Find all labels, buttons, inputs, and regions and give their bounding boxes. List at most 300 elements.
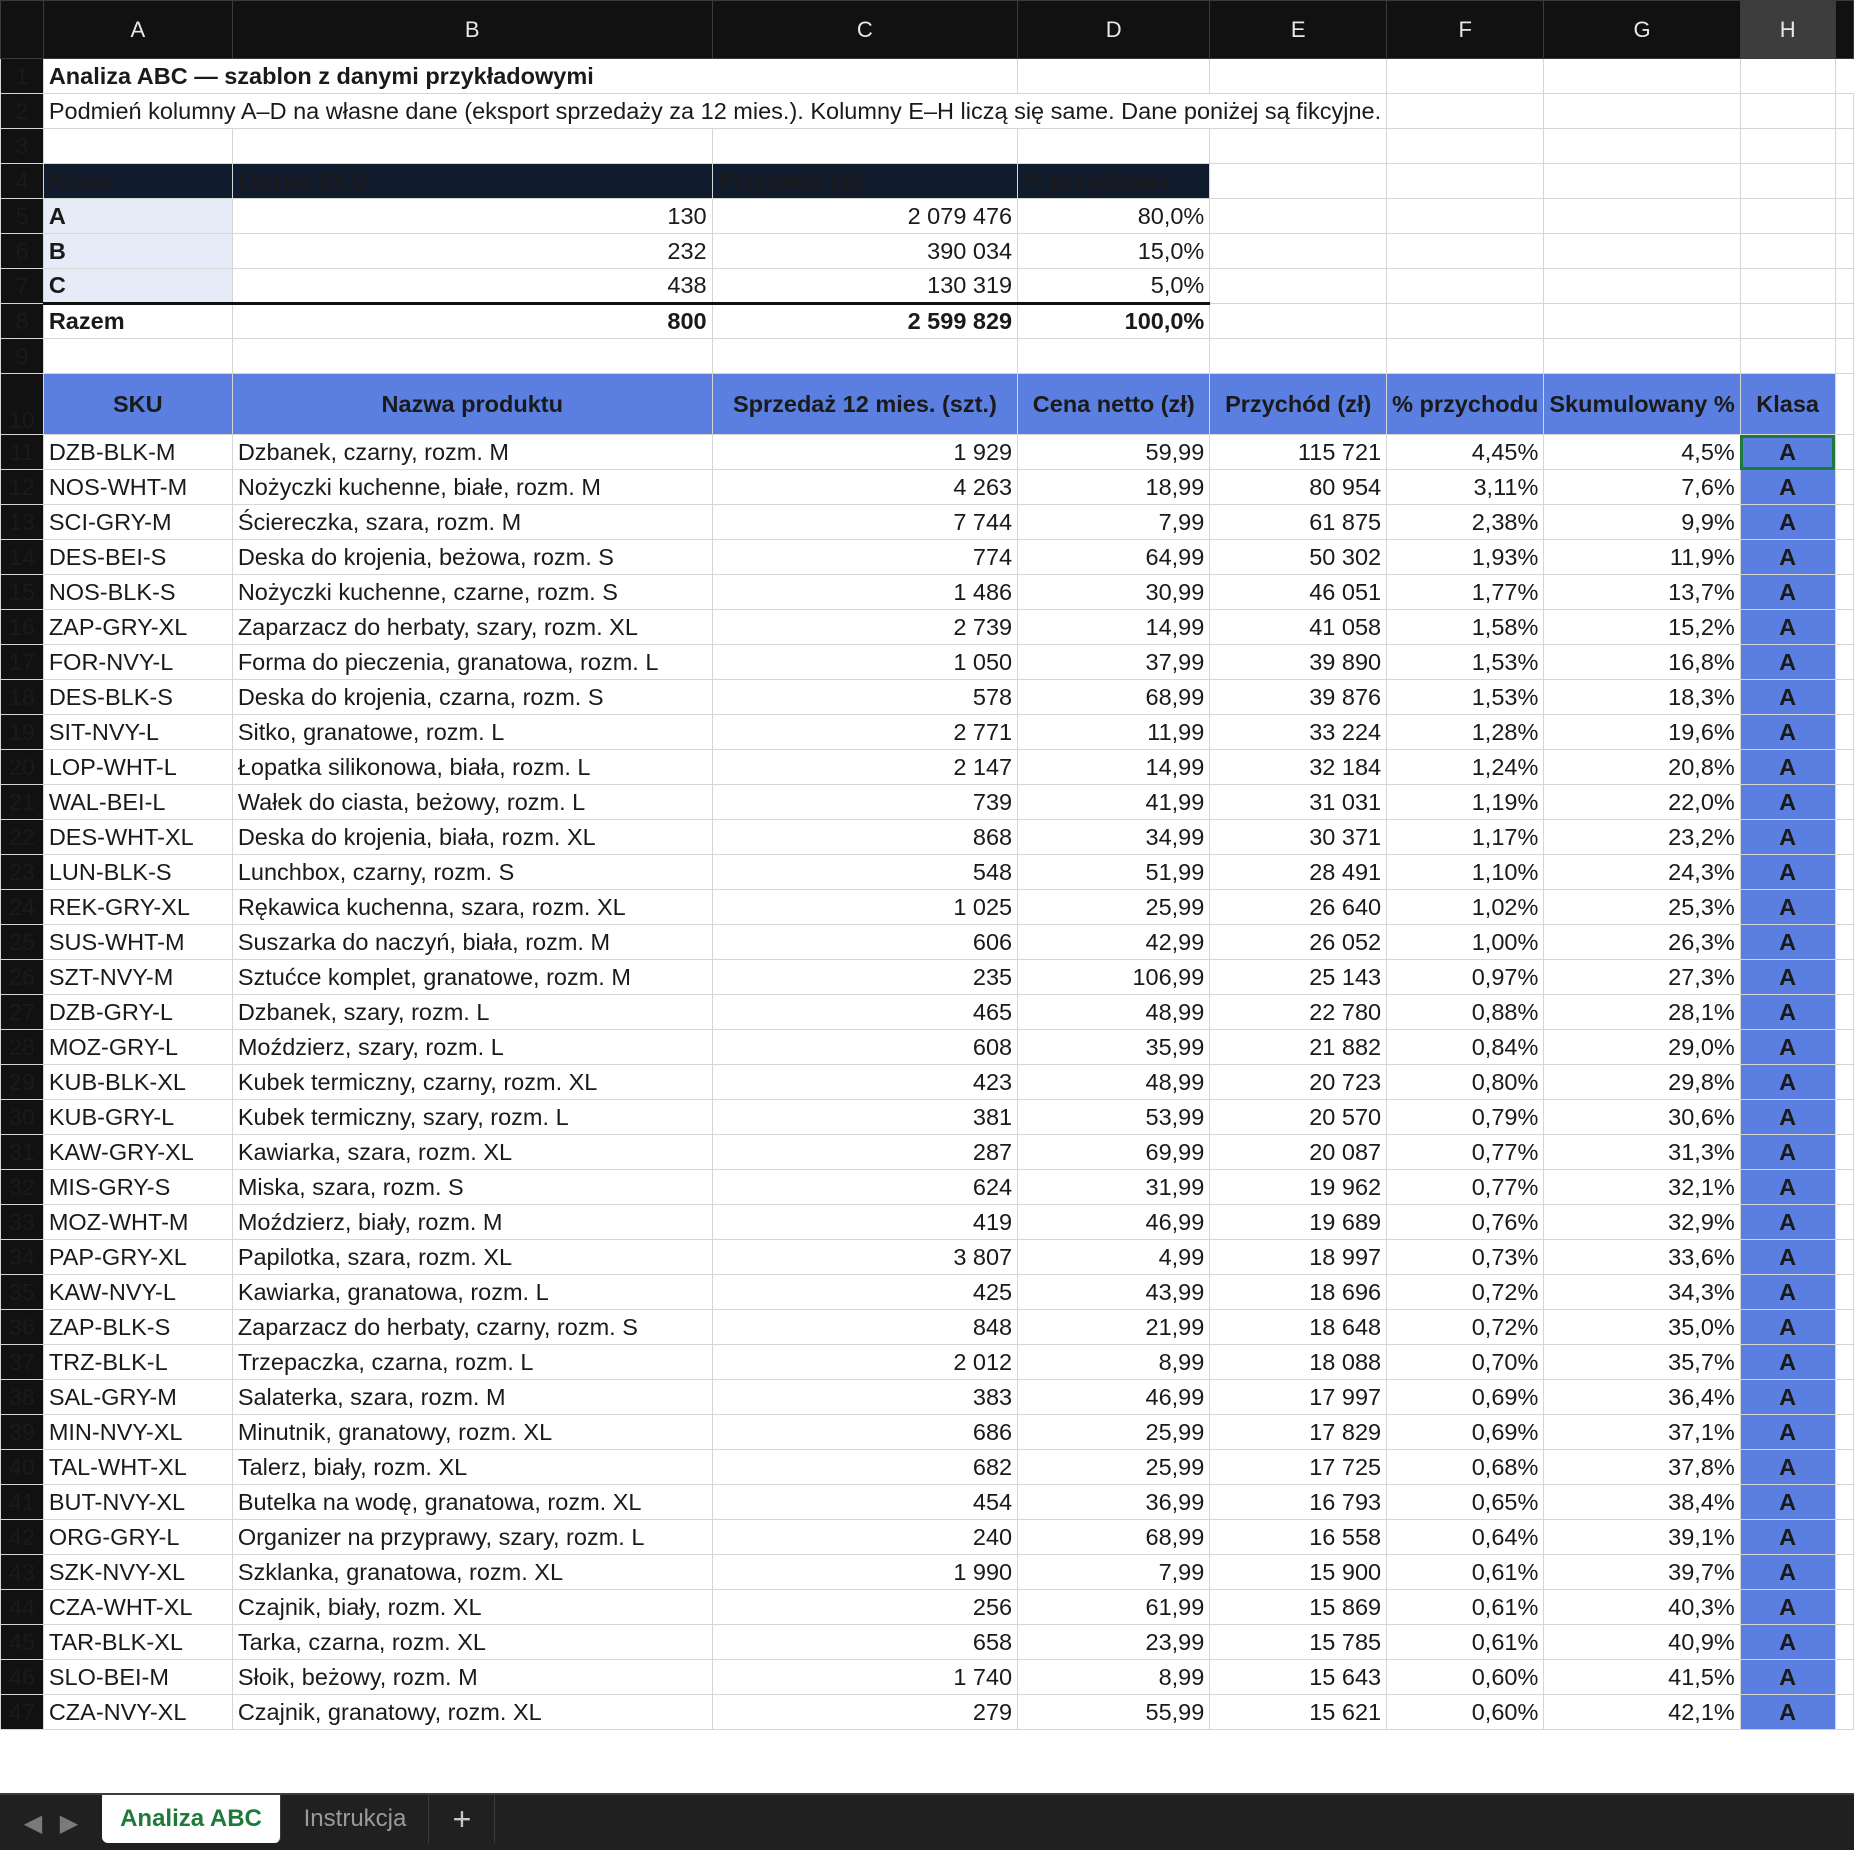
table-cell[interactable]: 36,99 xyxy=(1018,1485,1210,1520)
table-cell[interactable]: 23,2% xyxy=(1544,820,1740,855)
table-cell[interactable]: 39 890 xyxy=(1210,645,1387,680)
empty-cell[interactable] xyxy=(1835,785,1854,820)
class-cell[interactable]: A xyxy=(1740,1345,1835,1380)
table-cell[interactable]: 1,28% xyxy=(1387,715,1544,750)
table-cell[interactable]: Suszarka do naczyń, biała, rozm. M xyxy=(232,925,712,960)
table-cell[interactable]: 30,99 xyxy=(1018,575,1210,610)
table-cell[interactable]: 39,1% xyxy=(1544,1520,1740,1555)
table-cell[interactable]: 0,72% xyxy=(1387,1275,1544,1310)
class-cell[interactable]: A xyxy=(1740,1030,1835,1065)
class-cell[interactable]: A xyxy=(1740,1590,1835,1625)
table-cell[interactable]: 22 780 xyxy=(1210,995,1387,1030)
row-header[interactable]: 10 xyxy=(1,374,44,435)
table-cell[interactable]: 41 058 xyxy=(1210,610,1387,645)
class-cell[interactable]: A xyxy=(1740,1555,1835,1590)
table-cell[interactable]: WAL-BEI-L xyxy=(43,785,232,820)
table-cell[interactable]: 624 xyxy=(712,1170,1018,1205)
table-cell[interactable]: 21,99 xyxy=(1018,1310,1210,1345)
table-cell[interactable]: 50 302 xyxy=(1210,540,1387,575)
empty-cell[interactable] xyxy=(1835,680,1854,715)
row-header[interactable]: 21 xyxy=(1,785,44,820)
table-cell[interactable]: 46 051 xyxy=(1210,575,1387,610)
empty-cell[interactable] xyxy=(1835,1135,1854,1170)
table-cell[interactable]: 18,99 xyxy=(1018,470,1210,505)
table-cell[interactable]: 17 997 xyxy=(1210,1380,1387,1415)
table-cell[interactable]: 25,99 xyxy=(1018,1415,1210,1450)
column-header-h[interactable]: H xyxy=(1740,1,1835,59)
table-cell[interactable]: 18 648 xyxy=(1210,1310,1387,1345)
table-cell[interactable]: 19 689 xyxy=(1210,1205,1387,1240)
table-cell[interactable]: DZB-GRY-L xyxy=(43,995,232,1030)
table-cell[interactable]: 37,99 xyxy=(1018,645,1210,680)
empty-cell[interactable] xyxy=(1835,1345,1854,1380)
table-header-cell[interactable]: Klasa xyxy=(1740,374,1835,435)
table-cell[interactable]: 29,8% xyxy=(1544,1065,1740,1100)
table-cell[interactable]: MIS-GRY-S xyxy=(43,1170,232,1205)
column-header-c[interactable]: C xyxy=(712,1,1018,59)
row-header[interactable]: 4 xyxy=(1,164,44,199)
table-cell[interactable]: 0,61% xyxy=(1387,1555,1544,1590)
empty-cell[interactable] xyxy=(1210,234,1387,269)
table-cell[interactable]: 0,76% xyxy=(1387,1205,1544,1240)
summary-total-cell[interactable]: 100,0% xyxy=(1018,304,1210,339)
class-cell[interactable]: A xyxy=(1740,1310,1835,1345)
table-cell[interactable]: 0,61% xyxy=(1387,1590,1544,1625)
row-header[interactable]: 31 xyxy=(1,1135,44,1170)
empty-cell[interactable] xyxy=(1835,645,1854,680)
table-header-cell[interactable]: SKU xyxy=(43,374,232,435)
summary-cell[interactable]: A xyxy=(43,199,232,234)
empty-cell[interactable] xyxy=(43,129,232,164)
table-cell[interactable]: 25,99 xyxy=(1018,890,1210,925)
table-header-cell[interactable]: Przychód (zł) xyxy=(1210,374,1387,435)
empty-cell[interactable] xyxy=(1835,1065,1854,1100)
table-cell[interactable]: 1 025 xyxy=(712,890,1018,925)
empty-cell[interactable] xyxy=(1740,234,1835,269)
row-header[interactable]: 39 xyxy=(1,1415,44,1450)
table-cell[interactable]: Moździerz, szary, rozm. L xyxy=(232,1030,712,1065)
row-header[interactable]: 3 xyxy=(1,129,44,164)
table-cell[interactable]: 31,99 xyxy=(1018,1170,1210,1205)
table-cell[interactable]: 1 486 xyxy=(712,575,1018,610)
class-cell[interactable]: A xyxy=(1740,1415,1835,1450)
class-cell[interactable]: A xyxy=(1740,1275,1835,1310)
table-cell[interactable]: 20 723 xyxy=(1210,1065,1387,1100)
table-cell[interactable]: 42,99 xyxy=(1018,925,1210,960)
table-cell[interactable]: 739 xyxy=(712,785,1018,820)
table-cell[interactable]: 25 143 xyxy=(1210,960,1387,995)
table-cell[interactable]: Sitko, granatowe, rozm. L xyxy=(232,715,712,750)
empty-cell[interactable] xyxy=(1835,1240,1854,1275)
table-cell[interactable]: Kawiarka, granatowa, rozm. L xyxy=(232,1275,712,1310)
row-header[interactable]: 40 xyxy=(1,1450,44,1485)
class-cell[interactable]: A xyxy=(1740,1065,1835,1100)
table-cell[interactable]: 46,99 xyxy=(1018,1205,1210,1240)
table-cell[interactable]: 15 621 xyxy=(1210,1695,1387,1730)
table-cell[interactable]: 287 xyxy=(712,1135,1018,1170)
row-header[interactable]: 2 xyxy=(1,94,44,129)
empty-cell[interactable] xyxy=(1544,94,1740,129)
table-cell[interactable]: 33 224 xyxy=(1210,715,1387,750)
table-cell[interactable]: 29,0% xyxy=(1544,1030,1740,1065)
class-cell[interactable]: A xyxy=(1740,715,1835,750)
table-header-cell[interactable]: % przychodu xyxy=(1387,374,1544,435)
table-cell[interactable]: 18 997 xyxy=(1210,1240,1387,1275)
table-cell[interactable]: KUB-GRY-L xyxy=(43,1100,232,1135)
summary-cell[interactable]: 130 319 xyxy=(712,269,1018,304)
table-cell[interactable]: 465 xyxy=(712,995,1018,1030)
empty-cell[interactable] xyxy=(1835,890,1854,925)
table-cell[interactable]: 279 xyxy=(712,1695,1018,1730)
summary-header-cell[interactable]: % przychodu xyxy=(1018,164,1210,199)
table-cell[interactable]: 9,9% xyxy=(1544,505,1740,540)
table-cell[interactable]: 46,99 xyxy=(1018,1380,1210,1415)
class-cell[interactable]: A xyxy=(1740,855,1835,890)
table-cell[interactable]: 0,60% xyxy=(1387,1695,1544,1730)
table-cell[interactable]: 18,3% xyxy=(1544,680,1740,715)
row-header[interactable]: 36 xyxy=(1,1310,44,1345)
table-cell[interactable]: 7 744 xyxy=(712,505,1018,540)
empty-cell[interactable] xyxy=(1544,304,1740,339)
column-header-b[interactable]: B xyxy=(232,1,712,59)
table-cell[interactable]: 8,99 xyxy=(1018,1345,1210,1380)
class-cell[interactable]: A xyxy=(1740,540,1835,575)
table-cell[interactable]: 1,02% xyxy=(1387,890,1544,925)
table-cell[interactable]: 48,99 xyxy=(1018,995,1210,1030)
empty-cell[interactable] xyxy=(1835,505,1854,540)
empty-cell[interactable] xyxy=(1387,234,1544,269)
table-cell[interactable]: 774 xyxy=(712,540,1018,575)
table-cell[interactable]: 7,99 xyxy=(1018,1555,1210,1590)
table-cell[interactable]: KAW-GRY-XL xyxy=(43,1135,232,1170)
class-cell[interactable]: A xyxy=(1740,1205,1835,1240)
empty-cell[interactable] xyxy=(1835,995,1854,1030)
empty-cell[interactable] xyxy=(43,339,232,374)
table-cell[interactable]: 59,99 xyxy=(1018,435,1210,470)
table-cell[interactable]: 61,99 xyxy=(1018,1590,1210,1625)
column-header-e[interactable]: E xyxy=(1210,1,1387,59)
add-sheet-button[interactable]: + xyxy=(430,1795,495,1843)
empty-cell[interactable] xyxy=(1835,1555,1854,1590)
table-cell[interactable]: 1,24% xyxy=(1387,750,1544,785)
summary-cell[interactable]: B xyxy=(43,234,232,269)
summary-cell[interactable]: 2 079 476 xyxy=(712,199,1018,234)
table-cell[interactable]: 36,4% xyxy=(1544,1380,1740,1415)
class-cell[interactable]: A xyxy=(1740,960,1835,995)
summary-total-cell[interactable]: 800 xyxy=(232,304,712,339)
table-cell[interactable]: CZA-WHT-XL xyxy=(43,1590,232,1625)
empty-cell[interactable] xyxy=(1544,59,1740,94)
table-cell[interactable]: 14,99 xyxy=(1018,610,1210,645)
table-cell[interactable]: 26 640 xyxy=(1210,890,1387,925)
table-cell[interactable]: 35,99 xyxy=(1018,1030,1210,1065)
row-header[interactable]: 27 xyxy=(1,995,44,1030)
empty-cell[interactable] xyxy=(1835,234,1854,269)
table-cell[interactable]: 115 721 xyxy=(1210,435,1387,470)
class-cell[interactable]: A xyxy=(1740,505,1835,540)
empty-cell[interactable] xyxy=(1835,1205,1854,1240)
class-cell[interactable]: A xyxy=(1740,610,1835,645)
class-cell[interactable]: A xyxy=(1740,1485,1835,1520)
class-cell[interactable]: A xyxy=(1740,890,1835,925)
empty-cell[interactable] xyxy=(1210,199,1387,234)
table-cell[interactable]: 35,0% xyxy=(1544,1310,1740,1345)
row-header[interactable]: 5 xyxy=(1,199,44,234)
summary-header-cell[interactable]: Klasa xyxy=(43,164,232,199)
class-cell[interactable]: A xyxy=(1740,1135,1835,1170)
table-cell[interactable]: Kubek termiczny, szary, rozm. L xyxy=(232,1100,712,1135)
table-cell[interactable]: 53,99 xyxy=(1018,1100,1210,1135)
table-cell[interactable]: ZAP-GRY-XL xyxy=(43,610,232,645)
table-cell[interactable]: 7,99 xyxy=(1018,505,1210,540)
table-cell[interactable]: 32,9% xyxy=(1544,1205,1740,1240)
empty-cell[interactable] xyxy=(1018,339,1210,374)
table-cell[interactable]: 61 875 xyxy=(1210,505,1387,540)
empty-cell[interactable] xyxy=(1387,269,1544,304)
row-header[interactable]: 46 xyxy=(1,1660,44,1695)
row-header[interactable]: 38 xyxy=(1,1380,44,1415)
empty-cell[interactable] xyxy=(1835,1695,1854,1730)
row-header[interactable]: 45 xyxy=(1,1625,44,1660)
table-cell[interactable]: 1,10% xyxy=(1387,855,1544,890)
table-cell[interactable]: REK-GRY-XL xyxy=(43,890,232,925)
table-cell[interactable]: 17 829 xyxy=(1210,1415,1387,1450)
table-cell[interactable]: MOZ-WHT-M xyxy=(43,1205,232,1240)
table-cell[interactable]: 606 xyxy=(712,925,1018,960)
summary-cell[interactable]: 80,0% xyxy=(1018,199,1210,234)
table-cell[interactable]: 31 031 xyxy=(1210,785,1387,820)
table-cell[interactable]: 2 012 xyxy=(712,1345,1018,1380)
table-cell[interactable]: 2 739 xyxy=(712,610,1018,645)
table-cell[interactable]: 1,53% xyxy=(1387,645,1544,680)
row-header[interactable]: 26 xyxy=(1,960,44,995)
empty-cell[interactable] xyxy=(1835,1275,1854,1310)
table-cell[interactable]: Trzepaczka, czarna, rozm. L xyxy=(232,1345,712,1380)
next-sheet-icon[interactable]: ▶ xyxy=(59,1810,79,1837)
empty-cell[interactable] xyxy=(1835,1590,1854,1625)
row-header[interactable]: 43 xyxy=(1,1555,44,1590)
table-cell[interactable]: KUB-BLK-XL xyxy=(43,1065,232,1100)
table-cell[interactable]: 14,99 xyxy=(1018,750,1210,785)
class-cell[interactable]: A xyxy=(1740,1695,1835,1730)
table-cell[interactable]: 22,0% xyxy=(1544,785,1740,820)
row-header[interactable]: 42 xyxy=(1,1520,44,1555)
table-cell[interactable]: DES-BEI-S xyxy=(43,540,232,575)
table-cell[interactable]: NOS-WHT-M xyxy=(43,470,232,505)
row-header[interactable]: 32 xyxy=(1,1170,44,1205)
table-cell[interactable]: Deska do krojenia, beżowa, rozm. S xyxy=(232,540,712,575)
empty-cell[interactable] xyxy=(1835,435,1854,470)
table-cell[interactable]: 32,1% xyxy=(1544,1170,1740,1205)
table-cell[interactable]: 240 xyxy=(712,1520,1018,1555)
empty-cell[interactable] xyxy=(1835,470,1854,505)
table-cell[interactable]: Forma do pieczenia, granatowa, rozm. L xyxy=(232,645,712,680)
table-cell[interactable]: 21 882 xyxy=(1210,1030,1387,1065)
empty-cell[interactable] xyxy=(1835,1520,1854,1555)
row-header[interactable]: 30 xyxy=(1,1100,44,1135)
table-cell[interactable]: DZB-BLK-M xyxy=(43,435,232,470)
empty-cell[interactable] xyxy=(1835,1310,1854,1345)
empty-cell[interactable] xyxy=(1835,269,1854,304)
active-cell[interactable]: A xyxy=(1740,435,1835,470)
table-cell[interactable]: 868 xyxy=(712,820,1018,855)
row-header[interactable]: 17 xyxy=(1,645,44,680)
empty-cell[interactable] xyxy=(1835,129,1854,164)
table-header-cell[interactable]: Sprzedaż 12 mies. (szt.) xyxy=(712,374,1018,435)
empty-cell[interactable] xyxy=(1740,339,1835,374)
empty-cell[interactable] xyxy=(1740,59,1835,94)
summary-cell[interactable]: 15,0% xyxy=(1018,234,1210,269)
empty-cell[interactable] xyxy=(1740,199,1835,234)
tab-analiza-abc[interactable]: Analiza ABC xyxy=(102,1795,281,1843)
table-cell[interactable]: 34,99 xyxy=(1018,820,1210,855)
empty-cell[interactable] xyxy=(1835,1380,1854,1415)
select-all-corner[interactable] xyxy=(1,1,44,59)
table-cell[interactable]: 4 263 xyxy=(712,470,1018,505)
table-cell[interactable]: 0,68% xyxy=(1387,1450,1544,1485)
table-cell[interactable]: 17 725 xyxy=(1210,1450,1387,1485)
row-header[interactable]: 24 xyxy=(1,890,44,925)
table-cell[interactable]: NOS-BLK-S xyxy=(43,575,232,610)
empty-cell[interactable] xyxy=(1210,164,1387,199)
table-cell[interactable]: 1,93% xyxy=(1387,540,1544,575)
class-cell[interactable]: A xyxy=(1740,820,1835,855)
table-cell[interactable]: SZT-NVY-M xyxy=(43,960,232,995)
empty-cell[interactable] xyxy=(1835,575,1854,610)
table-cell[interactable]: 28,1% xyxy=(1544,995,1740,1030)
column-header-d[interactable]: D xyxy=(1018,1,1210,59)
empty-cell[interactable] xyxy=(1835,820,1854,855)
table-cell[interactable]: Minutnik, granatowy, rozm. XL xyxy=(232,1415,712,1450)
table-cell[interactable]: 383 xyxy=(712,1380,1018,1415)
row-header[interactable]: 41 xyxy=(1,1485,44,1520)
class-cell[interactable]: A xyxy=(1740,925,1835,960)
class-cell[interactable]: A xyxy=(1740,1625,1835,1660)
table-cell[interactable]: Salaterka, szara, rozm. M xyxy=(232,1380,712,1415)
column-header-g[interactable]: G xyxy=(1544,1,1740,59)
table-cell[interactable]: 34,3% xyxy=(1544,1275,1740,1310)
table-cell[interactable]: Deska do krojenia, biała, rozm. XL xyxy=(232,820,712,855)
empty-cell[interactable] xyxy=(1210,129,1387,164)
table-cell[interactable]: Szklanka, granatowa, rozm. XL xyxy=(232,1555,712,1590)
table-cell[interactable]: MOZ-GRY-L xyxy=(43,1030,232,1065)
row-header[interactable]: 12 xyxy=(1,470,44,505)
table-cell[interactable]: 19,6% xyxy=(1544,715,1740,750)
table-cell[interactable]: 1,77% xyxy=(1387,575,1544,610)
table-cell[interactable]: Rękawica kuchenna, szara, rozm. XL xyxy=(232,890,712,925)
row-header[interactable]: 22 xyxy=(1,820,44,855)
row-header[interactable]: 18 xyxy=(1,680,44,715)
table-cell[interactable]: 106,99 xyxy=(1018,960,1210,995)
table-cell[interactable]: 26 052 xyxy=(1210,925,1387,960)
table-cell[interactable]: 2 147 xyxy=(712,750,1018,785)
table-cell[interactable]: 0,60% xyxy=(1387,1660,1544,1695)
empty-cell[interactable] xyxy=(1018,129,1210,164)
row-header[interactable]: 15 xyxy=(1,575,44,610)
table-cell[interactable]: 68,99 xyxy=(1018,1520,1210,1555)
table-header-cell[interactable]: Nazwa produktu xyxy=(232,374,712,435)
table-cell[interactable]: 35,7% xyxy=(1544,1345,1740,1380)
table-cell[interactable]: 0,77% xyxy=(1387,1135,1544,1170)
table-cell[interactable]: 15 785 xyxy=(1210,1625,1387,1660)
empty-cell[interactable] xyxy=(1835,715,1854,750)
empty-cell[interactable] xyxy=(1387,59,1544,94)
class-cell[interactable]: A xyxy=(1740,1660,1835,1695)
empty-cell[interactable] xyxy=(232,339,712,374)
empty-cell[interactable] xyxy=(1835,1100,1854,1135)
table-cell[interactable]: 8,99 xyxy=(1018,1660,1210,1695)
empty-cell[interactable] xyxy=(1835,304,1854,339)
table-cell[interactable]: 30 371 xyxy=(1210,820,1387,855)
table-cell[interactable]: Czajnik, granatowy, rozm. XL xyxy=(232,1695,712,1730)
empty-cell[interactable] xyxy=(1835,94,1854,129)
table-cell[interactable]: 0,72% xyxy=(1387,1310,1544,1345)
table-cell[interactable]: 16 793 xyxy=(1210,1485,1387,1520)
table-cell[interactable]: Nożyczki kuchenne, czarne, rozm. S xyxy=(232,575,712,610)
empty-cell[interactable] xyxy=(1387,94,1544,129)
row-header[interactable]: 29 xyxy=(1,1065,44,1100)
table-cell[interactable]: DES-BLK-S xyxy=(43,680,232,715)
table-cell[interactable]: 0,80% xyxy=(1387,1065,1544,1100)
table-cell[interactable]: Słoik, beżowy, rozm. M xyxy=(232,1660,712,1695)
empty-cell[interactable] xyxy=(1740,269,1835,304)
row-header[interactable]: 11 xyxy=(1,435,44,470)
empty-cell[interactable] xyxy=(1544,129,1740,164)
row-header[interactable]: 37 xyxy=(1,1345,44,1380)
table-cell[interactable]: 16,8% xyxy=(1544,645,1740,680)
table-cell[interactable]: 18 088 xyxy=(1210,1345,1387,1380)
table-cell[interactable]: 20 087 xyxy=(1210,1135,1387,1170)
table-cell[interactable]: 39 876 xyxy=(1210,680,1387,715)
table-cell[interactable]: Wałek do ciasta, beżowy, rozm. L xyxy=(232,785,712,820)
table-header-cell[interactable]: Cena netto (zł) xyxy=(1018,374,1210,435)
summary-total-cell[interactable]: Razem xyxy=(43,304,232,339)
class-cell[interactable]: A xyxy=(1740,645,1835,680)
row-header[interactable]: 14 xyxy=(1,540,44,575)
empty-cell[interactable] xyxy=(232,129,712,164)
table-cell[interactable]: ORG-GRY-L xyxy=(43,1520,232,1555)
class-cell[interactable]: A xyxy=(1740,470,1835,505)
empty-cell[interactable] xyxy=(1387,164,1544,199)
table-cell[interactable]: 4,45% xyxy=(1387,435,1544,470)
table-cell[interactable]: 2,38% xyxy=(1387,505,1544,540)
sheet-subtitle[interactable]: Podmień kolumny A–D na własne dane (eksport sprzedaży za 12 mies.). Kolumny E–H liczą się same. Dane poniżej są fikcyjne. xyxy=(43,94,1386,129)
table-cell[interactable]: 686 xyxy=(712,1415,1018,1450)
class-cell[interactable]: A xyxy=(1740,575,1835,610)
summary-total-cell[interactable]: 2 599 829 xyxy=(712,304,1018,339)
empty-cell[interactable] xyxy=(1387,304,1544,339)
table-cell[interactable]: 0,70% xyxy=(1387,1345,1544,1380)
empty-cell[interactable] xyxy=(1387,129,1544,164)
table-cell[interactable]: 26,3% xyxy=(1544,925,1740,960)
table-cell[interactable]: 23,99 xyxy=(1018,1625,1210,1660)
table-cell[interactable]: 13,7% xyxy=(1544,575,1740,610)
row-header[interactable]: 23 xyxy=(1,855,44,890)
table-cell[interactable]: 11,9% xyxy=(1544,540,1740,575)
row-header[interactable]: 47 xyxy=(1,1695,44,1730)
table-cell[interactable]: CZA-NVY-XL xyxy=(43,1695,232,1730)
table-cell[interactable]: SCI-GRY-M xyxy=(43,505,232,540)
empty-cell[interactable] xyxy=(1740,94,1835,129)
table-cell[interactable]: 1,00% xyxy=(1387,925,1544,960)
table-cell[interactable]: 425 xyxy=(712,1275,1018,1310)
row-header[interactable]: 7 xyxy=(1,269,44,304)
table-cell[interactable]: 33,6% xyxy=(1544,1240,1740,1275)
row-header[interactable]: 1 xyxy=(1,59,44,94)
table-cell[interactable]: 80 954 xyxy=(1210,470,1387,505)
empty-cell[interactable] xyxy=(1835,164,1854,199)
table-cell[interactable]: 1 050 xyxy=(712,645,1018,680)
